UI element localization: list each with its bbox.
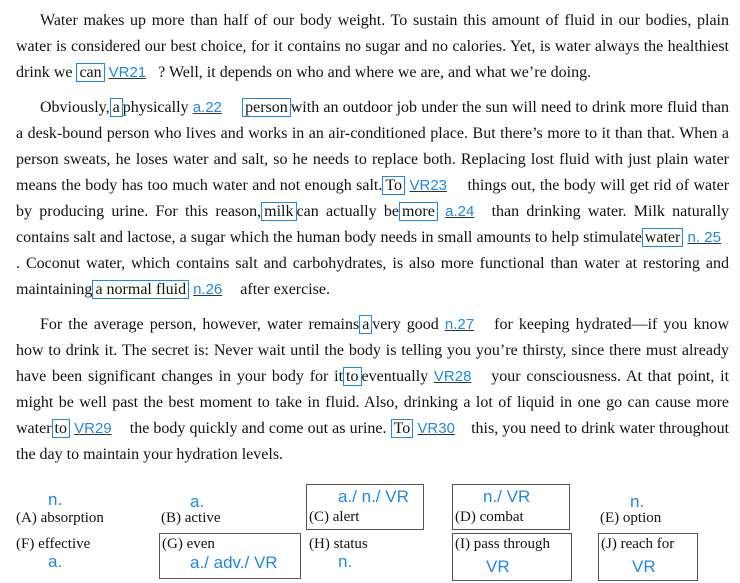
option-i-tag: VR bbox=[486, 557, 510, 576]
boxed-word-a: a bbox=[110, 98, 123, 117]
option-f-tag: a. bbox=[48, 552, 63, 571]
blank-30[interactable]: VR30 bbox=[417, 420, 455, 437]
option-g-tag: a./ adv./ VR bbox=[190, 553, 278, 572]
blank-23[interactable]: VR23 bbox=[409, 177, 448, 194]
paragraph-2 bbox=[16, 95, 729, 303]
option-j-label: (J) reach for bbox=[601, 536, 675, 552]
option-e-label: (E) option bbox=[600, 510, 662, 526]
option-f-label: (F) effective bbox=[16, 536, 91, 552]
blank-24[interactable]: a.24 bbox=[445, 203, 475, 220]
option-d-tag: n./ VR bbox=[483, 487, 531, 506]
p3-text-7: this, you need to drink water throughout the day to maintain your hydration levels. bbox=[16, 420, 730, 463]
blank-29[interactable]: VR29 bbox=[74, 420, 112, 437]
boxed-word-milk: milk bbox=[261, 202, 296, 221]
p3-text-3: for keeping hydrated—if you know how to drink it. The secret is: Never wait until the body is telling you you’re thirsty, since there must already have been significant changes in your body for it bbox=[16, 316, 730, 385]
p2-text-4: things out, the body will get rid of water by producing urine. For this reason, bbox=[16, 177, 730, 220]
blank-28[interactable]: VR28 bbox=[433, 368, 472, 385]
option-a-tag: n. bbox=[48, 490, 63, 509]
option-b-label: (B) active bbox=[161, 510, 221, 526]
paragraph-1 bbox=[16, 8, 729, 86]
p1-text-1: Water makes up more than half of our body weight. To sustain this amount of fluid in our bodies, plain water is considered our best choice, for it contains no sugar and no calories. Yet, is water always the healthiest drink we bbox=[16, 12, 729, 81]
boxed-phrase-normal-fluid: a normal fluid bbox=[92, 280, 189, 299]
option-c-tag: a./ n./ VR bbox=[338, 487, 409, 506]
option-d-label: (D) combat bbox=[455, 509, 524, 525]
option-g-label: (G) even bbox=[162, 536, 215, 552]
p2-text-3: with an outdoor job under the sun will need to drink more fluid than a desk-bound person who lives and works in an air-conditioned place. But there’s more to it than that. When a person sweats, he loses water and salt, so he needs to replace both. Replacing lost fluid with just plain water means the body has too much water and not enough salt. bbox=[16, 99, 730, 194]
blank-26[interactable]: n.26 bbox=[193, 281, 223, 298]
blank-22[interactable]: a.22 bbox=[192, 99, 222, 116]
boxed-word-to-3: To bbox=[391, 419, 414, 438]
boxed-word-more: more bbox=[399, 202, 438, 221]
p2-text-1: Obviously, bbox=[40, 99, 110, 116]
boxed-word-person: person bbox=[242, 98, 291, 117]
boxed-word-water: water bbox=[642, 228, 684, 247]
p3-text-4: eventually bbox=[361, 368, 429, 385]
option-e-tag: n. bbox=[630, 492, 645, 511]
p3-text-1: For the average person, however, water remains bbox=[40, 316, 360, 333]
boxed-word-to: To bbox=[382, 176, 405, 195]
option-j-tag: VR bbox=[632, 557, 656, 576]
p2-text-5: can actually be bbox=[296, 203, 399, 220]
blank-21[interactable]: VR21 bbox=[108, 64, 147, 81]
p3-text-6: the body quickly and come out as urine. bbox=[129, 420, 387, 437]
option-i-label: (I) pass through bbox=[455, 536, 550, 552]
p2-text-6: than drinking water. Milk naturally contains salt and lactose, a sugar which the human body needs in small amounts to help stimulate bbox=[16, 203, 730, 246]
option-h-label: (H) status bbox=[309, 536, 368, 552]
boxed-word-a-2: a bbox=[359, 315, 372, 334]
p3-text-5: your consciousness. At that point, it might be well past the best moment to take in fluid. Also, drinking a lot of liquid in one go can cause more water bbox=[16, 368, 730, 437]
blank-27[interactable]: n.27 bbox=[444, 316, 475, 333]
p2-text-2: physically bbox=[122, 99, 189, 116]
boxed-word-to-1: to bbox=[343, 367, 361, 386]
p2-text-7: . Coconut water, which contains salt and carbohydrates, is also more functional than water at restoring and maintaining bbox=[16, 255, 729, 298]
p1-text-2: ? Well, it depends on who and where we are, and what we’re doing. bbox=[158, 64, 592, 81]
paragraph-3 bbox=[16, 312, 729, 468]
blank-25[interactable]: n. 25 bbox=[687, 229, 721, 246]
option-a-label: (A) absorption bbox=[16, 510, 104, 526]
boxed-word-can: can bbox=[76, 63, 104, 82]
option-h-tag: n. bbox=[338, 552, 353, 571]
p2-text-8: after exercise. bbox=[240, 281, 330, 298]
p3-text-2: very good bbox=[372, 316, 439, 333]
boxed-word-to-2: to bbox=[52, 419, 70, 438]
option-b-tag: a. bbox=[190, 492, 205, 511]
option-c-label: (C) alert bbox=[309, 509, 360, 525]
